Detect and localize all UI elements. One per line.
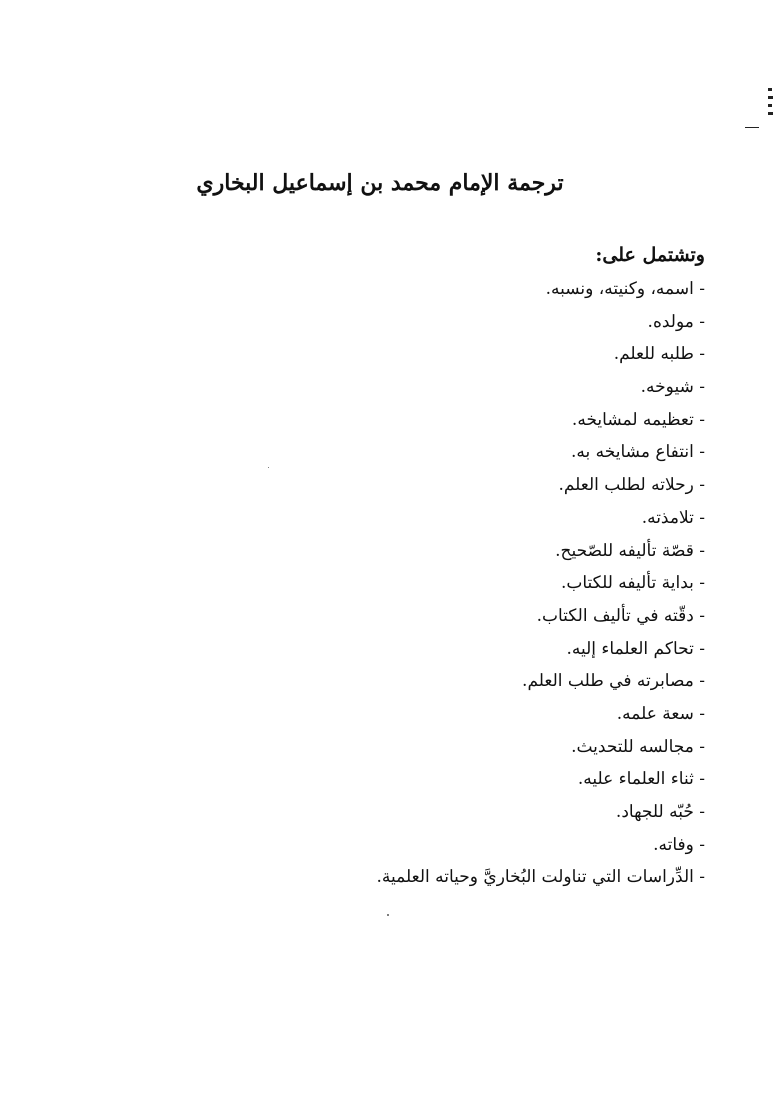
topic-list [265,273,705,894]
topic-item: - شيوخه. [640,377,705,398]
topic-item: - تلامذته. [641,507,705,528]
topic-item: - انتفاع مشايخه به. [571,442,705,463]
topic-item: - تحاكم العلماء إليه. [566,638,705,659]
contents-heading: وتشتمل على: [595,244,705,266]
topic-item: - سعة علمه. [616,703,705,724]
topic-item: - ثناء العلماء عليه. [577,769,705,790]
topic-item: - اسمه، وكنيته، ونسبه. [545,279,705,299]
topic-item: - حُبّه للجهاد. [615,802,705,822]
topic-item: - مولده. [647,311,705,332]
topic-item: - مجالسه للتحديث. [571,736,705,757]
topic-item: - قصّة تأليفه للصّحيح. [555,540,705,561]
page-title: ترجمة الإمام محمد بن إسماعيل البخاري [196,170,564,196]
topic-item: - دقّته في تأليف الكتاب. [536,605,705,626]
scan-speck [387,914,389,916]
topic-item: - تعظيمه لمشايخه. [571,409,705,430]
topic-item: - وفاته. [653,834,705,855]
scan-speck [268,467,269,468]
topic-item: - مصابرته في طلب العلم. [522,671,705,692]
topic-item: - الدِّراسات التي تناولت البُخاريَّ وحياته العلمية. [376,867,705,888]
topic-item: - طلبه للعلم. [613,344,705,365]
topic-item: - بداية تأليفه للكتاب. [560,573,705,594]
contents-section [265,240,705,894]
topic-item: - رحلاته لطلب العلم. [558,475,705,496]
